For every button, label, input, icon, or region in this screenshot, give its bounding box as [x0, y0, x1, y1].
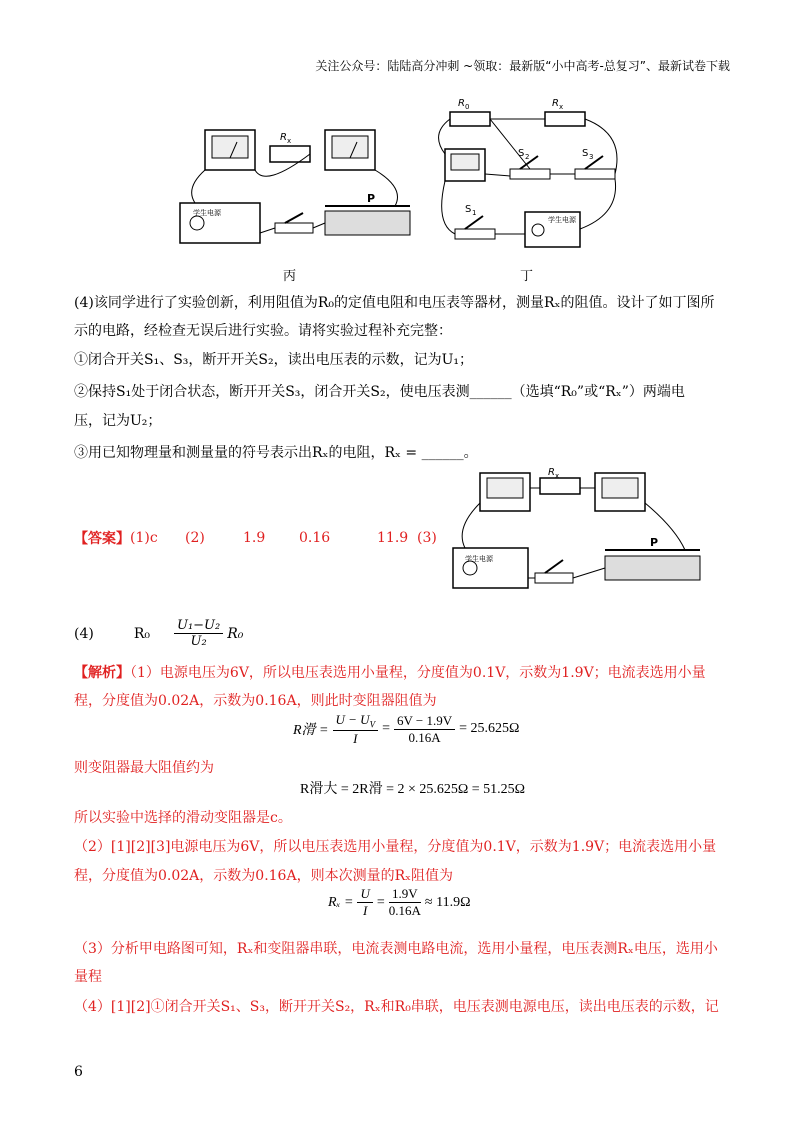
answer-label: 【答案】 [74, 531, 130, 547]
svg-text:学生电源: 学生电源 [465, 555, 493, 563]
answer-formula-fraction: $\frac{\text{U₁−U₂}}{\text{U₂}}$ [174, 618, 223, 649]
svg-text:P: P [367, 192, 376, 205]
svg-text:x: x [555, 472, 560, 480]
answer-formula-tail: R₀ [227, 625, 244, 642]
answer-item-4: 0.16 [299, 530, 331, 546]
svg-text:学生电源: 学生电源 [548, 216, 576, 224]
svg-text:1: 1 [472, 209, 477, 217]
answer-item-2: (2) [185, 530, 205, 546]
analysis-p6: （4）[1][2]①闭合开关S₁、S₃，断开开关S₂，Rₓ和R₀串联，电压表测电源电压，读出电压表的示数，记 [74, 999, 719, 1015]
analysis-p1a: 【解析】（1）电源电压为6V，所以电压表选用小量程，分度值为0.1V，示数为1.9V；电流表选用小量 [74, 665, 706, 681]
analysis-p3: 所以实验中选择的滑动变阻器是c。 [74, 810, 292, 826]
answer-row-4 [74, 618, 243, 649]
svg-text:2: 2 [525, 153, 530, 161]
answer-r0: R₀ [133, 625, 150, 642]
svg-text:R: R [548, 468, 555, 478]
answer-item-5: 11.9 [377, 530, 409, 546]
svg-text:R: R [458, 98, 465, 109]
answer-row [74, 528, 437, 548]
answer-item-6: (3) [417, 530, 437, 546]
page-number: 6 [74, 1064, 83, 1080]
svg-text:0: 0 [465, 103, 470, 111]
q4-step1: ①闭合开关S₁、S₃，断开开关S₂，读出电压表的示数，记为U₁； [74, 352, 474, 368]
analysis-p2: 则变阻器最大阻值约为 [74, 760, 214, 776]
figure-bing-circuit [175, 118, 415, 258]
svg-text:3: 3 [589, 153, 594, 161]
figure-ding-circuit [430, 94, 630, 254]
q4-line1: (4)该同学进行了实验创新，利用阻值为R₀的定值电阻和电压表等器材，测量Rₓ的阻值。设计了如丁图所 [74, 295, 715, 311]
svg-text:R: R [552, 98, 559, 109]
page-header: 关注公众号：陆陆高分冲刺 ~领取：最新版“小中高考-总复习”、最新试卷下载 [315, 59, 730, 73]
answer-item-1: (1)c [130, 530, 158, 546]
analysis-p4b: 程，分度值为0.02A，示数为0.16A，则本次测量的Rₓ阻值为 [74, 868, 454, 884]
svg-text:S: S [465, 204, 472, 215]
svg-text:x: x [287, 137, 292, 145]
analysis-p5a: （3）分析甲电路图可知，Rₓ和变阻器串联，电流表测电路电流，选用小量程，电压表测Rₓ电压，选用小 [74, 941, 718, 957]
q4-line2: 示的电路，经检查无误后进行实验。请将实验过程补充完整： [74, 323, 452, 339]
figure-bing-caption: 丙 [283, 269, 297, 284]
analysis-p1b: 程，分度值为0.02A，示数为0.16A，则此时变阻器阻值为 [74, 693, 437, 709]
analysis-p5b: 量程 [74, 969, 102, 985]
q4-step2b: 压，记为U₂； [74, 413, 162, 429]
equation-2: R滑大 = 2R滑 = 2 × 25.625Ω = 51.25Ω [300, 782, 526, 797]
svg-text:P: P [650, 536, 659, 549]
figure-ding-caption: 丁 [520, 269, 534, 284]
q4-step3: ③用已知物理量和测量量的符号表示出Rₓ的电阻，Rₓ = ______。 [74, 445, 478, 461]
answer-circuit-figure [435, 468, 735, 598]
svg-text:学生电源: 学生电源 [193, 209, 221, 217]
svg-text:S: S [582, 148, 589, 159]
svg-text:S: S [518, 148, 525, 159]
analysis-p4a: （2）[1][2][3]电源电压为6V，所以电压表选用小量程，分度值为0.1V，示数为1.9V；电流表选用小量 [74, 839, 717, 855]
q4-step2a: ②保持S₁处于闭合状态，断开开关S₃，闭合开关S₂，使电压表测______（选填“R₀”或“Rₓ”）两端电 [74, 384, 685, 400]
svg-text:x: x [559, 103, 564, 111]
svg-text:R: R [280, 132, 287, 143]
equation-3: Rₓ = $\frac{U}{I}$ = $\frac{1.9V}{0.16A}$ ≈ 11.9Ω [328, 886, 471, 918]
equation-1: R滑 = $\frac{U - U_V}{I}$ = $\frac{6V - 1.9V}{0.16A}$ = 25.625Ω [293, 712, 520, 746]
answer-item4-label: (4) [74, 625, 94, 642]
answer-item-3: 1.9 [243, 530, 266, 546]
